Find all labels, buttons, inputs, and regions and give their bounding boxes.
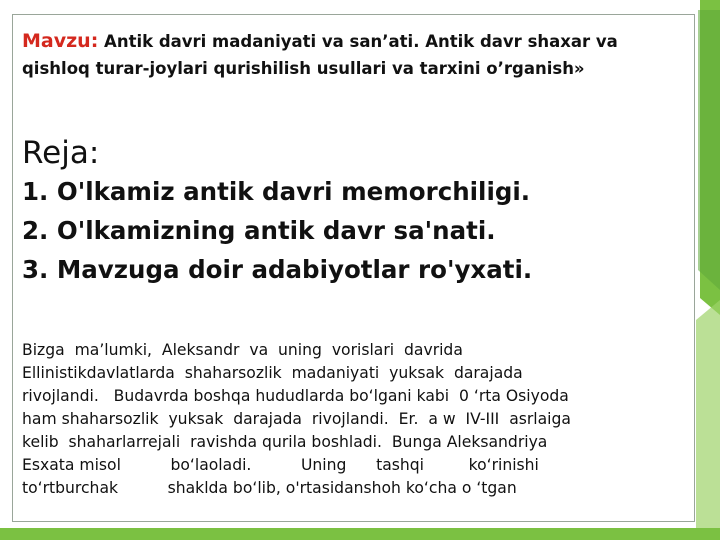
body-line: Bizga ma’lumki, Aleksandr va uning vorislari davrida [22,341,463,359]
body-line: ham shaharsozlik yuksak darajada rivojlandi. Er. a w IV-III asrlaiga [22,410,571,428]
topic-block [22,28,662,82]
plan-item: 1. O'lkamiz antik davri memorchiligi. [22,177,531,206]
plan-item: 2. O'lkamizning antik davr sa'nati. [22,216,496,245]
plan-list [22,172,532,289]
body-line: Esxata misol bo‘laoladi. Uning tashqi ko‘rinishi [22,456,539,474]
body-line: Ellinistikdavlatlarda shaharsozlik madaniyati yuksak darajada [22,364,523,382]
topic-label: Mavzu: [22,30,99,52]
body-line: kelib shaharlarrejali ravishda qurila boshladi. Bunga Aleksandriya [22,433,548,451]
plan-item: 3. Mavzuga doir adabiyotlar ro'yxati. [22,255,533,284]
body-line: rivojlandi. Budavrda boshqa hududlarda bo‘lgani kabi 0 ‘rta Osiyoda [22,387,569,405]
topic-text-line1: Antik davri madaniyati va san’ati. Antik davr shaxar va [104,32,618,51]
body-line: to‘rtburchak shaklda bo‘lib, o'rtasidanshoh ko‘cha o ‘tgan [22,479,517,497]
green-bottom-strip [0,528,720,540]
plan-title: Reja: [22,135,100,171]
green-accent-bar [698,10,720,290]
green-bottom-shape [696,300,720,540]
topic-text-line2: qishloq turar-joylari qurishilish usullari va tarxini o’rganish» [22,59,585,78]
